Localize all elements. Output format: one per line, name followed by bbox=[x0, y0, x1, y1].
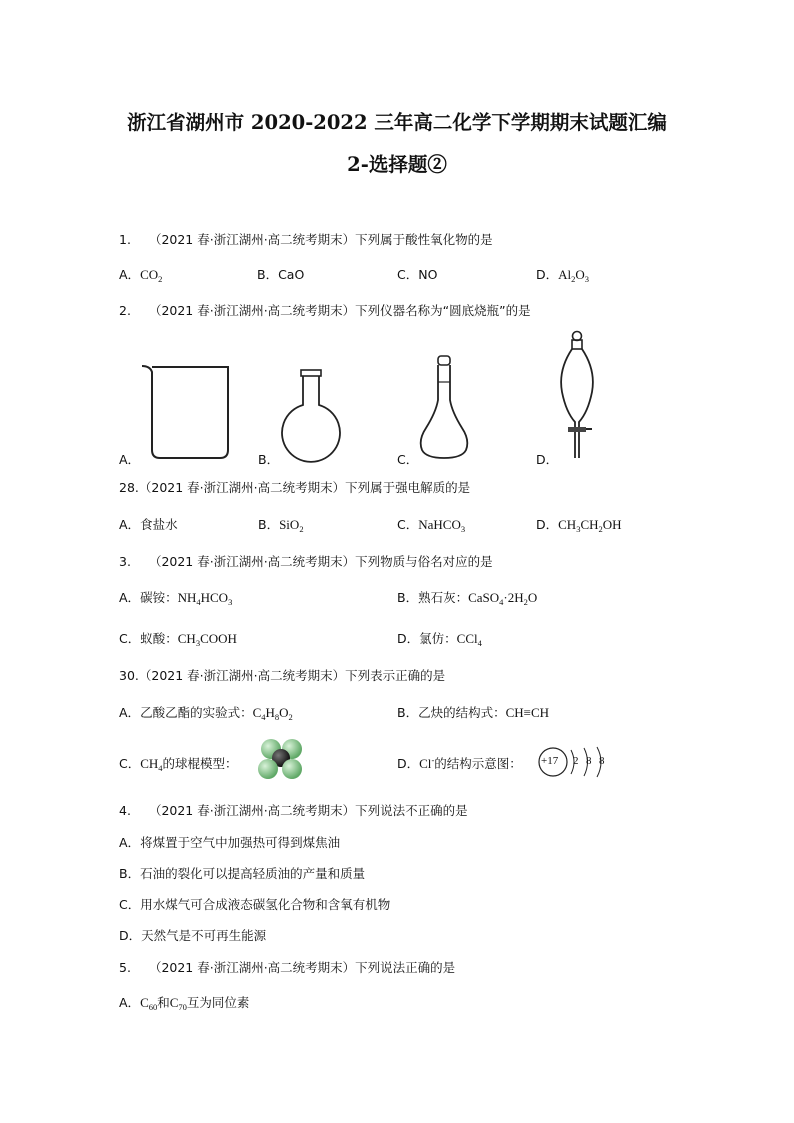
question-stem: （2021 春·浙江湖州·高二统考期末）下列物质与俗名对应的是 bbox=[148, 554, 493, 569]
formula: $CO_2$ bbox=[140, 267, 163, 284]
round-bottom-flask-icon bbox=[280, 369, 342, 461]
shell-electrons: 8 bbox=[599, 755, 605, 767]
question-28 bbox=[119, 478, 470, 496]
option-b: B．石油的裂化可以提高轻质油的产量和质量 bbox=[119, 866, 366, 881]
formula: CH≡CH bbox=[505, 705, 550, 720]
option-c: C．NaHCO$_3$ bbox=[397, 517, 466, 534]
formula: SiO$_2$ bbox=[279, 517, 304, 534]
option-d: D． bbox=[536, 452, 559, 467]
volumetric-flask-icon bbox=[416, 354, 472, 460]
formula: NaHCO$_3$ bbox=[418, 517, 466, 534]
option-c: C．NO bbox=[397, 267, 438, 282]
formula: $CH_3CH_2OH$ bbox=[558, 517, 622, 534]
formula: $NH_4HCO_3$ bbox=[177, 590, 233, 607]
option-a: A．$C_{60}$和$C_{70}$互为同位素 bbox=[119, 995, 250, 1012]
question-2 bbox=[119, 301, 531, 319]
formula: $C_4H_8O_2$ bbox=[252, 705, 293, 722]
formula: $CH_3COOH$ bbox=[177, 631, 237, 648]
formula: $Al_2O_3$ bbox=[558, 267, 590, 284]
option-d: D．Cl-的结构示意图： bbox=[397, 755, 522, 771]
option-a: A．将煤置于空气中加强热可得到煤焦油 bbox=[119, 835, 341, 850]
formula: Cl- bbox=[419, 755, 435, 771]
formula: $C_{70}$ bbox=[169, 995, 187, 1012]
document-subtitle: 2-选择题② bbox=[347, 153, 447, 176]
nucleus-charge: +17 bbox=[541, 755, 559, 767]
question-number: 2. bbox=[119, 303, 131, 318]
option-a: A．$CO_2$ bbox=[119, 267, 163, 284]
question-number: 28. bbox=[119, 480, 139, 495]
chlorine-ion-structure-diagram bbox=[538, 743, 610, 781]
option-d: D．$Al_2O_3$ bbox=[536, 267, 590, 284]
question-number: 5. bbox=[119, 960, 131, 975]
question-5 bbox=[119, 958, 455, 976]
question-number: 3. bbox=[119, 554, 131, 569]
option-d: D．氯仿：CCl$_4$ bbox=[397, 631, 482, 648]
formula: $CH_4$ bbox=[140, 756, 163, 773]
option-d: D．$CH_3CH_2OH$ bbox=[536, 517, 622, 534]
option-a: A．碳铵：$NH_4HCO_3$ bbox=[119, 590, 233, 607]
shell-electrons: 8 bbox=[586, 755, 592, 767]
option-a: A．乙酸乙酯的实验式：$C_4H_8O_2$ bbox=[119, 705, 293, 722]
question-stem: （2021 春·浙江湖州·高二统考期末）下列表示正确的是 bbox=[138, 668, 446, 683]
beaker-icon bbox=[140, 362, 235, 462]
option-c: C．蚁酸：$CH_3COOH$ bbox=[119, 631, 237, 648]
question-4 bbox=[119, 801, 468, 819]
option-b: B．乙炔的结构式：CH≡CH bbox=[397, 705, 550, 720]
formula: CCl$_4$ bbox=[456, 631, 482, 648]
question-stem: （2021 春·浙江湖州·高二统考期末）下列说法不正确的是 bbox=[148, 803, 468, 818]
option-b: B．SiO$_2$ bbox=[258, 517, 304, 534]
methane-model-icon bbox=[255, 736, 307, 782]
separatory-funnel-icon bbox=[556, 330, 598, 460]
option-c: C．用水煤气可合成液态碳氢化合物和含氧有机物 bbox=[119, 897, 391, 912]
question-stem: （2021 春·浙江湖州·高二统考期末）下列属于强电解质的是 bbox=[138, 480, 471, 495]
question-number: 1. bbox=[119, 232, 131, 247]
formula: $CaSO_4\cdot 2H_2O$ bbox=[468, 590, 538, 607]
question-1 bbox=[119, 230, 493, 248]
formula: $C_{60}$ bbox=[140, 995, 158, 1012]
question-3 bbox=[119, 552, 493, 570]
document-title: 浙江省湖州市 2020-2022 三年高二化学下学期期末试题汇编 bbox=[127, 111, 667, 134]
question-30 bbox=[119, 666, 445, 684]
option-c: C． bbox=[397, 452, 419, 467]
question-number: 30. bbox=[119, 668, 139, 683]
question-stem: （2021 春·浙江湖州·高二统考期末）下列仪器名称为“圆底烧瓶”的是 bbox=[148, 303, 531, 318]
question-stem: （2021 春·浙江湖州·高二统考期末）下列属于酸性氧化物的是 bbox=[148, 232, 493, 247]
option-c: C．$CH_4$的球棍模型： bbox=[119, 756, 238, 773]
option-b: B．熟石灰：$CaSO_4\cdot 2H_2O$ bbox=[397, 590, 538, 607]
option-b: B．CaO bbox=[257, 267, 305, 282]
option-a: A． bbox=[119, 452, 141, 467]
question-stem: （2021 春·浙江湖州·高二统考期末）下列说法正确的是 bbox=[148, 960, 456, 975]
option-b: B． bbox=[258, 452, 280, 467]
option-a: A．食盐水 bbox=[119, 517, 178, 532]
option-d: D．天然气是不可再生能源 bbox=[119, 928, 267, 943]
question-number: 4. bbox=[119, 803, 131, 818]
shell-electrons: 2 bbox=[573, 755, 579, 767]
